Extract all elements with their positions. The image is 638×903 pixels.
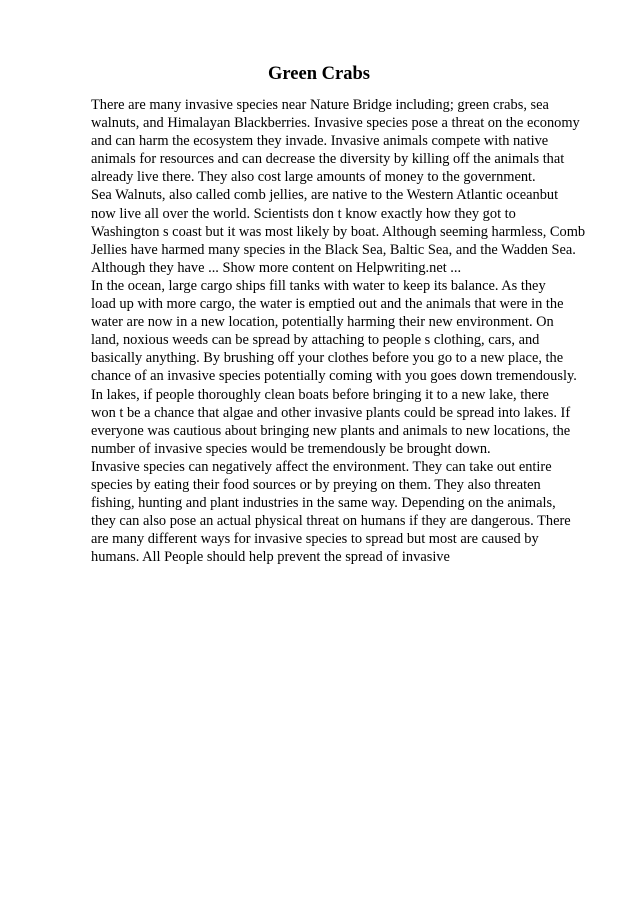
body-line: In lakes, if people thoroughly clean boats before bringing it to a new lake, there [91,386,549,403]
body-line: Invasive species can negatively affect the environment. They can take out entire [91,458,552,475]
body-line: already live there. They also cost large amounts of money to the government. [91,169,536,186]
body-line: In the ocean, large cargo ships fill tanks with water to keep its balance. As they [91,277,546,294]
body-line: Although they have ... Show more content on Helpwriting.net ... [91,259,462,276]
body-line: There are many invasive species near Nature Bridge including; green crabs, sea [91,97,549,113]
body-line: everyone was cautious about bringing new plants and animals to new locations, the [91,422,571,439]
body-line: number of invasive species would be tremendously be brought down. [91,440,491,457]
body-line: basically anything. By brushing off your clothes before you go to a new place, the [91,350,564,367]
body-line: species by eating their food sources or by preying on them. They also threaten [91,476,541,493]
body-line: won t be a chance that algae and other invasive plants could be spread into lakes. If [91,404,571,421]
document-title: Green Crabs [268,64,370,84]
body-line: and can harm the ecosystem they invade. Invasive animals compete with native [91,133,549,150]
body-line: chance of an invasive species potentially coming with you goes down tremendously. [91,368,577,385]
body-line: they can also pose an actual physical threat on humans if they are dangerous. There [91,513,571,530]
body-line: fishing, hunting and plant industries in the same way. Depending on the animals, [91,495,556,512]
body-line: water are now in a new location, potentially harming their new environment. On [91,314,554,331]
body-line: walnuts, and Himalayan Blackberries. Invasive species pose a threat on the economy [91,115,580,132]
body-line: Washington s coast but it was most likely by boat. Although seeming harmless, Comb [91,223,586,240]
document-body [91,96,611,566]
body-line: Sea Walnuts, also called comb jellies, are native to the Western Atlantic oceanbut [91,187,559,204]
body-line: land, noxious weeds can be spread by attaching to people s clothing, cars, and [91,332,540,349]
body-line: now live all over the world. Scientists don t know exactly how they got to [91,205,516,222]
body-line: humans. All People should help prevent the spread of invasive [91,549,450,566]
body-line: Jellies have harmed many species in the Black Sea, Baltic Sea, and the Wadden Sea. [91,241,576,258]
body-line: load up with more cargo, the water is emptied out and the animals that were in the [91,296,564,313]
body-line: animals for resources and can decrease the diversity by killing off the animals that [91,151,565,168]
body-line: are many different ways for invasive species to spread but most are caused by [91,531,539,548]
